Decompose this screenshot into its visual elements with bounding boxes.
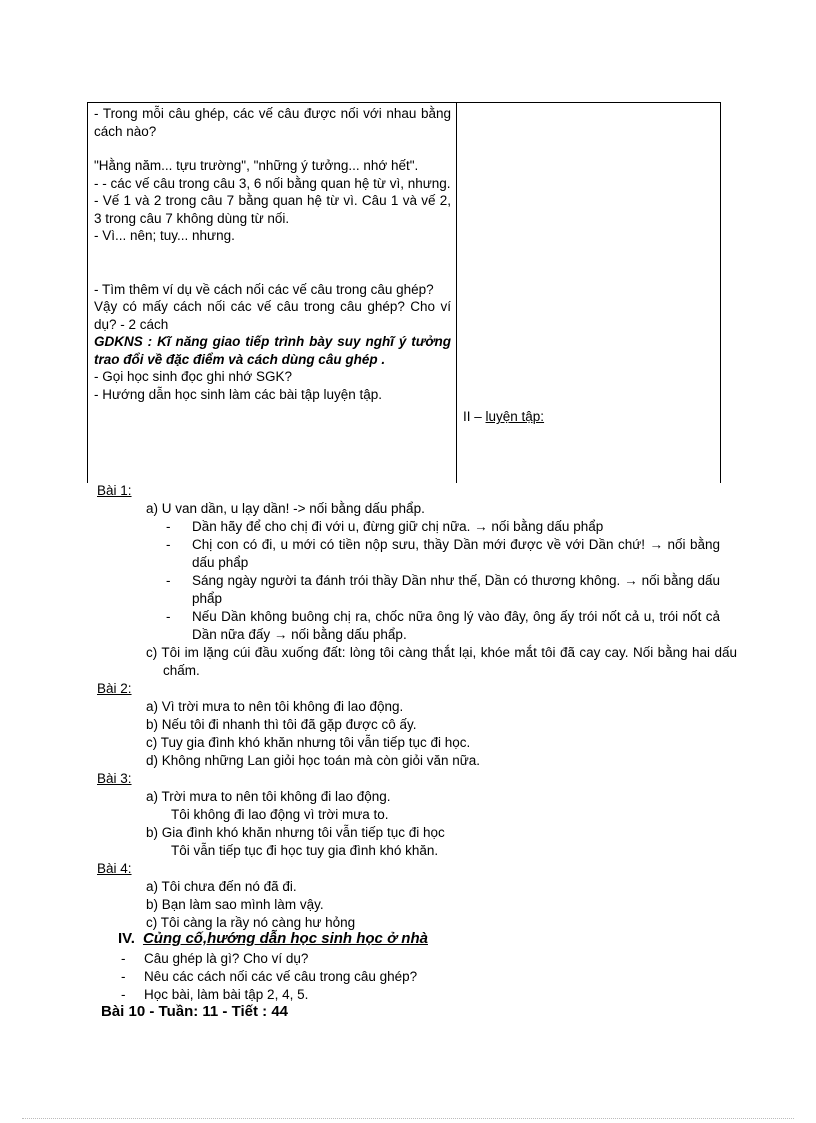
bai3-a-answer: Tôi không đi lao động vì trời mưa to.: [171, 807, 389, 822]
bai2-item: c) Tuy gia đình khó khăn nhưng tôi vẫn tiếp tục đi học.: [146, 735, 471, 750]
bai4-item: b) Bạn làm sao mình làm vậy.: [146, 897, 324, 912]
answer-line: - - các vế câu trong câu 3, 6 nối bằng quan hệ từ vì, nhưng.: [94, 175, 451, 191]
review-item: Học bài, làm bài tập 2, 4, 5.: [144, 987, 309, 1002]
gdkns-note: GDKNS : Kĩ năng giao tiếp trình bày suy nghĩ ý tưởng trao đổi về đặc điểm và cách dùng câu ghép .: [94, 334, 451, 367]
bai2-item: a) Vì trời mưa to nên tôi không đi lao động.: [146, 699, 404, 714]
bai1-item: Dần hãy để cho chị đi với u, đừng giữ chị nữa. → nối bằng dấu phẩp: [192, 519, 604, 534]
bai3-title: Bài 3:: [97, 771, 132, 786]
content-column: [457, 103, 720, 483]
teacher-activity-column: [88, 103, 457, 483]
bai3-b-answer: Tôi vẫn tiếp tục đi học tuy gia đình khó khăn.: [171, 843, 439, 858]
bai1-title: Bài 1:: [97, 483, 132, 498]
page-bottom-divider: [22, 1118, 794, 1119]
section-iv-title: Củng cố,hướng dẫn học sinh học ở nhà: [142, 930, 428, 947]
section-ii-label: II – luyện tập:: [463, 409, 545, 424]
quote-line: "Hằng năm... tựu trường", "những ý tưởng... nhớ hết".: [94, 158, 419, 173]
bai3-a: a) Trời mưa to nên tôi không đi lao động.: [146, 789, 391, 804]
bai4-item: c) Tôi càng la rầy nó càng hư hỏng: [146, 915, 356, 930]
bai1-item: Sáng ngày người ta đánh trói thầy Dần như thế, Dần có thương không. → nối bằng dấu phẩp: [192, 573, 720, 606]
bai1-item: Chị con có đi, u mới có tiền nộp sưu, thầy Dần mới được về với Dần chứ! → nối bằng dấu phẩp: [192, 537, 720, 570]
bai2-item: b) Nếu tôi đi nhanh thì tôi đã gặp được cô ấy.: [146, 717, 417, 732]
question-line: - Tìm thêm ví dụ về cách nối các vế câu trong câu ghép?: [94, 281, 434, 297]
dash-bullet: -: [166, 537, 171, 552]
question-line: - Trong mỗi câu ghép, các vế câu được nối với nhau bằng cách nào?: [94, 106, 451, 139]
lesson-table: [87, 102, 721, 483]
bai4-title: Bài 4:: [97, 861, 132, 876]
bai4-item: a) Tôi chưa đến nó đã đi.: [146, 879, 297, 894]
dash-bullet: -: [166, 519, 171, 534]
dash-bullet: -: [166, 573, 171, 588]
bai3-b: b) Gia đình khó khăn nhưng tôi vẫn tiếp tục đi học: [146, 825, 445, 840]
answer-line: - Vế 1 và 2 trong câu 7 bằng quan hệ từ vì. Câu 1 và vế 2, 3 trong câu 7 không dùng từ nối.: [94, 193, 451, 226]
answer-line: - Vì... nên; tuy... nhưng.: [94, 228, 235, 243]
dash-bullet: -: [166, 609, 171, 624]
review-item: Câu ghép là gì? Cho ví dụ?: [144, 951, 309, 966]
section-iv-heading: [118, 930, 428, 948]
dash-bullet: -: [121, 951, 126, 966]
instruction-line: - Gọi học sinh đọc ghi nhớ SGK?: [94, 369, 292, 384]
instruction-line: - Hướng dẫn học sinh làm các bài tập luyện tập.: [94, 386, 383, 402]
bai1-item: Nếu Dần không buông chị ra, chốc nữa ông lý vào đây, ông ấy trói nốt cả u, trói nốt cả Dần nữa đấy → nối bằng dấu phẩp.: [192, 609, 720, 642]
dash-bullet: -: [121, 987, 126, 1002]
bai2-title: Bài 2:: [97, 681, 132, 696]
dash-bullet: -: [121, 969, 126, 984]
review-item: Nêu các cách nối các vế câu trong câu ghép?: [144, 969, 418, 984]
question-line: Vậy có mấy cách nối các vế câu trong câu ghép? Cho ví dụ? - 2 cách: [94, 299, 451, 332]
section-iv-number: IV.: [118, 930, 135, 947]
lesson-footer: Bài 10 - Tuần: 11 - Tiết : 44: [101, 1003, 289, 1020]
bai2-item: d) Không những Lan giỏi học toán mà còn giỏi văn nữa.: [146, 753, 481, 768]
bai1-a: a) U van dần, u lạy dần! -> nối bằng dấu phẩp.: [146, 501, 425, 516]
bai1-c: c) Tôi im lặng cúi đầu xuống đất: lòng tôi càng thắt lại, khóe mắt tôi đã cay cay. Nối bằng hai dấu chấm.: [146, 645, 737, 678]
